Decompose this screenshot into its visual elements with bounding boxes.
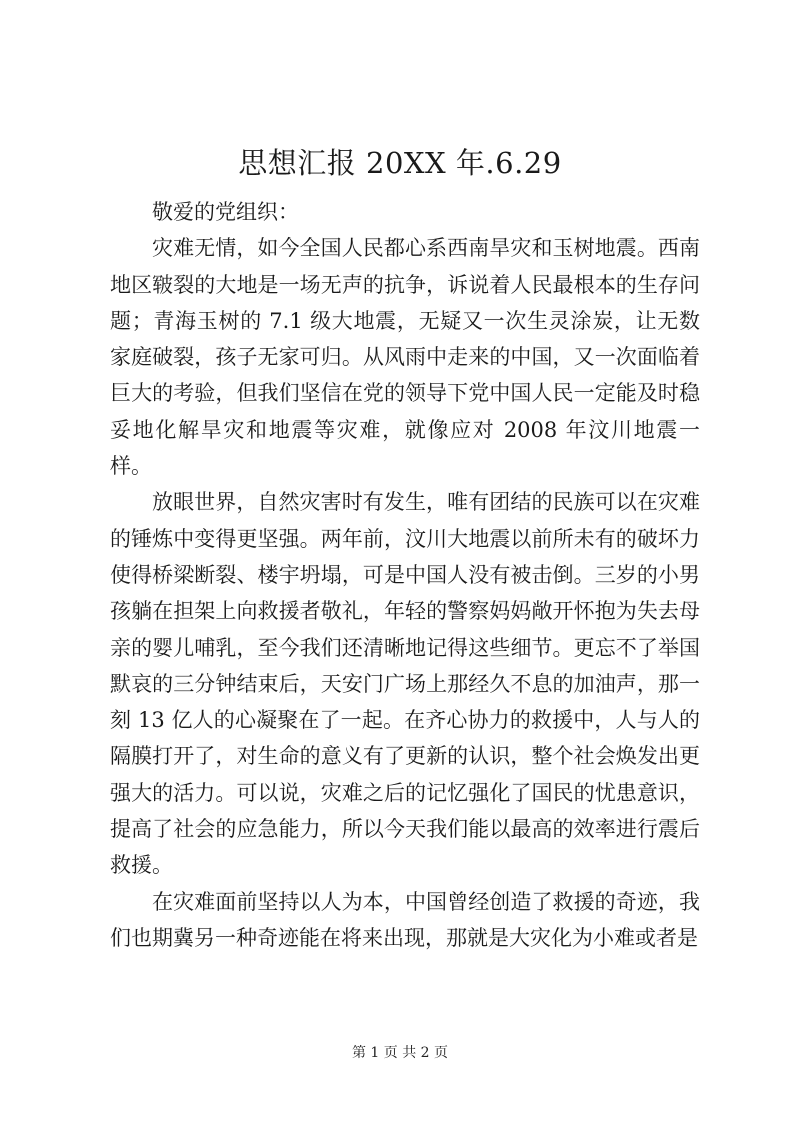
- paragraph-2: 放眼世界，自然灾害时有发生，唯有团结的民族可以在灾难的锤炼中变得更坚强。两年前，汶川大地震以前所未有的破坏力使得桥梁断裂、楼宇坍塌，可是中国人没有被击倒。三岁的小男孩躺在担架上向救援者敬礼，年轻的警察妈妈敞开怀抱为失去母亲的婴儿哺乳，至今我们还清晰地记得这些细节。更忘不了举国默哀的三分钟结束后，天安门广场上那经久不息的加油声，那一刻 13 亿人的心凝聚在了一起。在齐心协力的救援中，人与人的隔膜打开了，对生命的意义有了更新的认识，整个社会焕发出更强大的活力。可以说，灾难之后的记忆强化了国民的忧患意识，提高了社会的应急能力，所以今天我们能以最高的效率进行震后救援。: [110, 490, 700, 878]
- document-body: [110, 194, 700, 956]
- paragraph-1: 灾难无情，如今全国人民都心系西南旱灾和玉树地震。西南地区皲裂的大地是一场无声的抗争，诉说着人民最根本的生存问题；青海玉树的 7.1 级大地震，无疑又一次生灵涂炭，让无数家庭破裂，孩子无家可归。从风雨中走来的中国，又一次面临着巨大的考验，但我们坚信在党的领导下党中国人民一定能及时稳妥地化解旱灾和地震等灾难，就像应对 2008 年汶川地震一样。: [110, 236, 700, 479]
- page-footer: 第 1 页 共 2 页: [351, 1045, 449, 1061]
- salutation: 敬爱的党组织：: [152, 200, 299, 224]
- document-title: 思想汇报 20XX 年.6.29: [238, 146, 562, 180]
- paragraph-3: 在灾难面前坚持以人为本，中国曾经创造了救援的奇迹，我们也期冀另一种奇迹能在将来出现，那就是大灾化为小难或者是: [110, 889, 700, 950]
